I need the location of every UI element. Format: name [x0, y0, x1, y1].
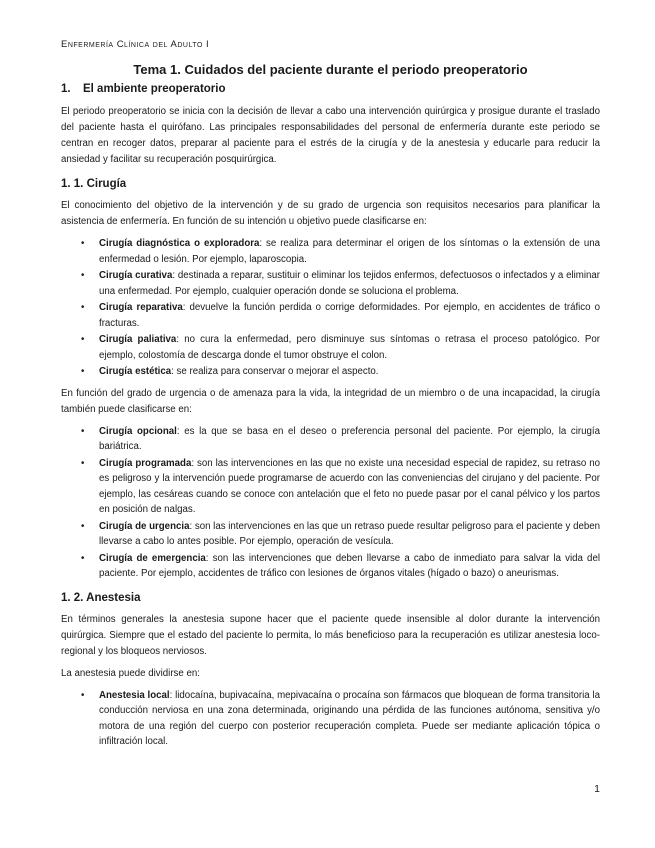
list-item: [61, 300, 600, 331]
surgery-purpose-list: [61, 236, 600, 380]
bullet-icon: •: [81, 334, 85, 345]
list-item: [61, 332, 600, 363]
list-item-text: : destinada a reparar, sustituir o eliminar los tejidos enfermos, defectuosos o infectados y a eliminar una enfermedad. Por ejemplo, cualquier operación donde se soluciona el problema.: [99, 270, 600, 297]
bullet-icon: •: [81, 520, 85, 532]
section-1-number: 1.: [61, 83, 71, 95]
list-item: [61, 236, 600, 267]
list-item-text: : lidocaína, bupivacaína, mepivacaína o procaína son fármacos que bloquean de forma transitoria la conducción nerviosa en una zona determinada, originando una pérdida de las funciones autónoma, sensitiva y/o motora de una región del cuerpo con posterior recuperación completa. Puede ser mediante aplicación tópica o infiltración local.: [99, 689, 601, 747]
section-1-1-intro: El conocimiento del objetivo de la intervención y de su grado de urgencia son requisitos necesarios para planificar la asistencia de enfermería. En función de su intención u objetivo puede clasificarse en:: [61, 200, 600, 227]
page-content: [61, 39, 600, 756]
bullet-icon: •: [81, 302, 85, 313]
list-item-term: Cirugía paliativa: [99, 334, 177, 345]
surgery-urgency-list: [61, 424, 600, 582]
list-item: [61, 551, 600, 582]
list-item: [61, 519, 600, 550]
list-item-term: Cirugía programada: [99, 457, 192, 469]
list-item-text: : no cura la enfermedad, pero disminuye sus síntomas o retrasa el proceso patológico. Por ejemplo, colostomía de descarga donde el tumor obstruye el colon.: [99, 334, 600, 361]
document-title: Tema 1. Cuidados del paciente durante el periodo preoperatorio: [133, 62, 528, 77]
list-item-text: : devuelve la función perdida o corrige deformidades. Por ejemplo, en accidentes de tráfico o fracturas.: [99, 302, 600, 329]
section-1-1-heading: 1. 1. Cirugía: [61, 178, 127, 190]
list-item-term: Cirugía de urgencia: [99, 520, 190, 532]
list-item-text: : se realiza para determinar el origen de los síntomas o la extensión de una enfermedad o lesión. Por ejemplo, laparoscopia.: [99, 238, 600, 265]
bullet-icon: •: [81, 457, 85, 469]
list-item-term: Anestesia local: [99, 689, 170, 701]
bullet-icon: •: [81, 689, 85, 701]
list-item: [61, 424, 600, 455]
bullet-icon: •: [81, 270, 85, 281]
bullet-icon: •: [81, 238, 85, 249]
list-item-term: Cirugía reparativa: [99, 302, 183, 313]
list-item-term: Cirugía opcional: [99, 425, 177, 437]
list-item-term: Cirugía estética: [99, 366, 172, 377]
section-1-2-heading: 1. 2. Anestesia: [61, 591, 141, 604]
running-header: Enfermería Clínica del Adulto I: [61, 39, 210, 50]
list-item: [61, 456, 600, 518]
list-item-text: : se realiza para conservar o mejorar el aspecto.: [171, 366, 379, 377]
anesthesia-list: [61, 688, 600, 750]
section-1-heading: [61, 83, 600, 95]
list-item-term: Cirugía curativa: [99, 270, 173, 281]
list-item-text: : es la que se basa en el deseo o preferencia personal del paciente. Por ejemplo, la cirugía bariátrica.: [99, 425, 600, 452]
list-item-term: Cirugía diagnóstica o exploradora: [99, 238, 260, 249]
list-item: [61, 268, 600, 299]
section-1-1-middle: En función del grado de urgencia o de amenaza para la vida, la integridad de un miembro o de una incapacidad, la cirugía también puede clasificarse en:: [61, 387, 600, 415]
section-1-paragraph: El periodo preoperatorio se inicia con la decisión de llevar a cabo una intervención quirúrgica y prosigue durante el traslado del paciente hasta el quirófano. Las principales responsabilidades del personal de enfermería durante este periodo se centran en recoger datos, preparar al paciente para el estrés de la cirugía y de la anestesia y educarle para reducir la ansiedad y facilitar su recuperación posquirúrgica.: [61, 106, 600, 165]
list-item: [61, 364, 600, 380]
section-1-title: El ambiente preoperatorio: [83, 83, 226, 95]
list-item-term: Cirugía de emergencia: [99, 552, 206, 564]
list-item-text: : son las intervenciones en las que un retraso puede resultar peligroso para el paciente y deben llevarse a cabo lo antes posible. Por ejemplo, operación de vesícula.: [99, 520, 601, 547]
bullet-icon: •: [81, 366, 85, 377]
section-1-2-intro: En términos generales la anestesia supone hacer que el paciente quede insensible al dolor durante la intervención quirúrgica. Siempre que el estado del paciente lo permita, lo más beneficioso para la recuperación es utilizar anestesia loco-regional y los bloqueos nerviosos.: [61, 613, 600, 657]
page-number: 1: [594, 783, 600, 795]
list-item-text: : son las intervenciones en las que no existe una necesidad especial de rapidez, su retraso no es peligroso y la intervención puede programarse de acuerdo con las conveniencias del cirujano y del paciente. Por ejemplo, las cesáreas cuando se conoce con antelación que el feto no puede pasar por el canal pélvico y los partos en posición de nalgas.: [99, 457, 600, 515]
list-item: [61, 688, 600, 750]
section-1-2-middle: La anestesia puede dividirse en:: [61, 667, 200, 679]
list-item-text: : son las intervenciones que deben llevarse a cabo de inmediato para salvar la vida del paciente. Por ejemplo, accidentes de tráfico con lesiones de órganos vitales (hígado o bazo) o aneurismas.: [99, 552, 600, 579]
bullet-icon: •: [81, 425, 85, 437]
bullet-icon: •: [81, 552, 85, 564]
